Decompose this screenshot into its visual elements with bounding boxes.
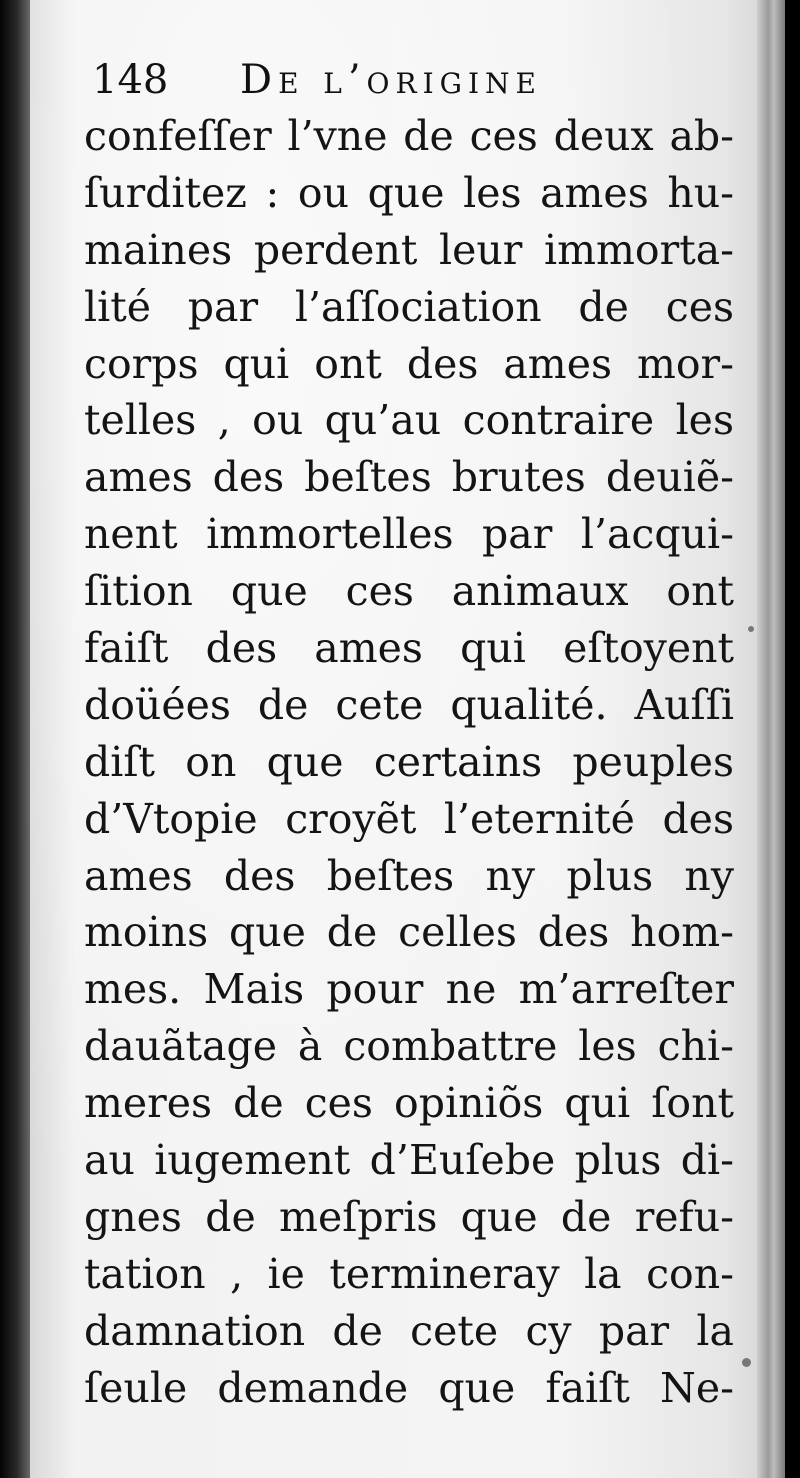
body-text <box>84 108 734 1416</box>
text-line: d’Vtopie croyẽt l’eternité des <box>84 794 734 843</box>
text-line: gnes de meſpris que de refu- <box>84 1192 734 1241</box>
running-title: De l’origine <box>240 57 542 103</box>
text-line: mes. Mais pour ne m’arreſter <box>84 965 734 1014</box>
ink-speck <box>742 1358 751 1367</box>
text-line: dauãtage à combattre les chi- <box>84 1022 734 1071</box>
text-line: ſition que ces animaux ont <box>84 567 734 616</box>
text-line: corps qui ont des ames mor- <box>84 339 734 388</box>
running-head <box>92 52 732 108</box>
ink-speck <box>748 626 754 632</box>
text-line: doüées de cete qualité. Auſſi <box>84 680 734 729</box>
text-line: ſeule demande que faiſt Ne- <box>84 1363 734 1412</box>
text-line: ſurditez : ou que les ames hu- <box>84 168 734 217</box>
text-line: moins que de celles des hom- <box>84 908 734 957</box>
binding-shadow <box>0 0 34 1478</box>
text-line: au iugement d’Euſebe plus di- <box>84 1136 734 1185</box>
text-line: maines perdent leur immorta- <box>84 225 734 274</box>
text-line: tation , ie termineray la con- <box>84 1249 734 1298</box>
text-line: telles , ou qu’au contraire les <box>84 396 734 445</box>
text-line: nent immortelles par l’acqui- <box>84 510 734 559</box>
text-line: damnation de cete cy par la <box>84 1306 734 1355</box>
text-line: lité par l’aſſociation de ces <box>84 282 734 331</box>
text-line: faiſt des ames qui eſtoyent <box>84 624 734 673</box>
page-edge <box>757 0 785 1478</box>
text-line: ames des beſtes ny plus ny <box>84 851 734 900</box>
text-line: ames des beſtes brutes deuiẽ- <box>84 453 734 502</box>
text-line: diſt on que certains peuples <box>84 737 734 786</box>
text-line: meres de ces opiniõs qui ſont <box>84 1079 734 1128</box>
page-number: 148 <box>92 57 169 103</box>
text-line: confeſſer l’vne de ces deux ab- <box>84 112 734 160</box>
